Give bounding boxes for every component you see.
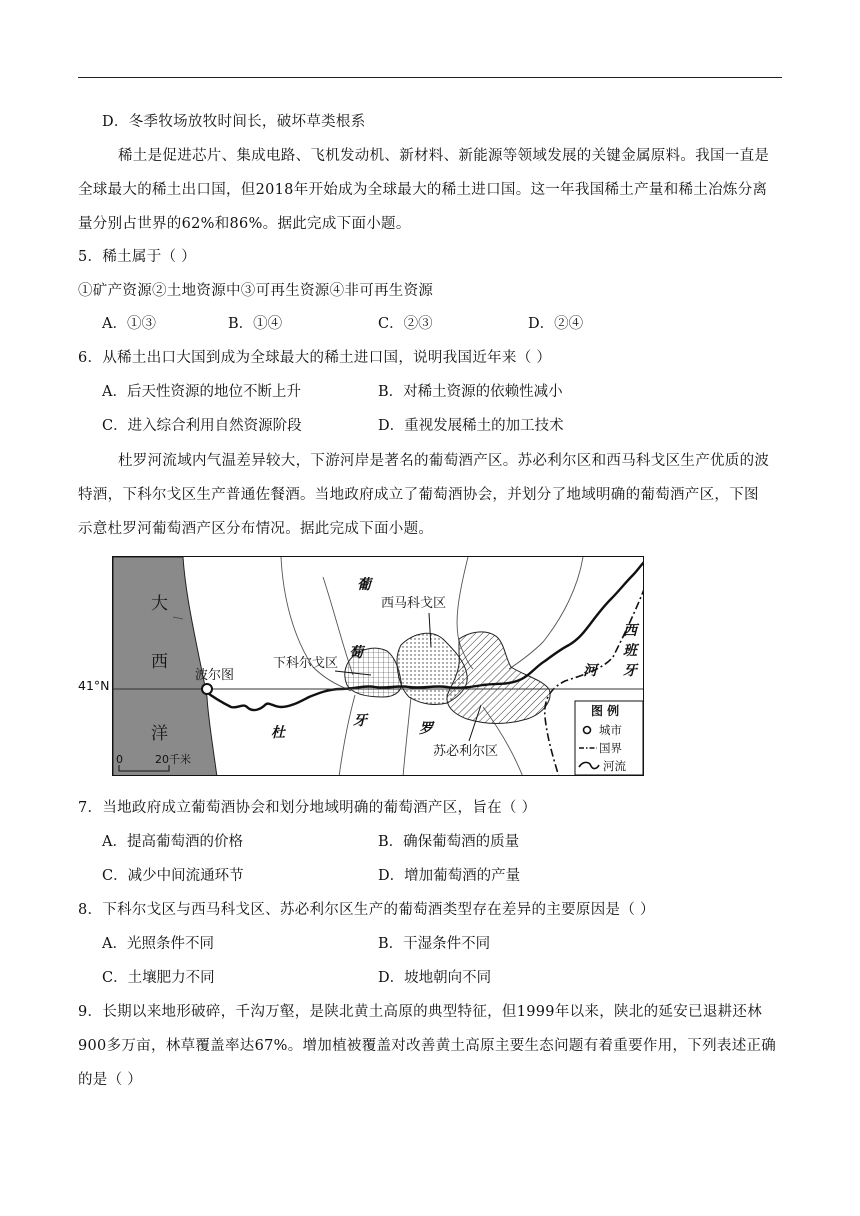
q6-option-c: C．进入综合利用自然资源阶段: [102, 418, 302, 434]
legend-river-label: 河流: [603, 759, 626, 773]
intro-rare-earth-line-1: 稀土是促进芯片、集成电路、飞机发动机、新材料、新能源等领域发展的关键金属原料。我国一直是: [118, 148, 770, 164]
river-char-2: 罗: [419, 721, 433, 737]
river-char-3: 河: [583, 663, 597, 679]
question-7: 7．当地政府成立葡萄酒协会和划分地域明确的葡萄酒产区，旨在（ ）: [78, 800, 537, 816]
q6-option-b: B．对稀土资源的依赖性减小: [378, 384, 563, 400]
q7-option-a: A．提高葡萄酒的价格: [102, 834, 243, 850]
ocean-char-3: 洋: [151, 724, 168, 744]
q7-option-c: C．减少中间流通环节: [102, 868, 244, 884]
q8-option-d: D．坡地朝向不同: [378, 970, 492, 986]
q5-option-b: B．①④: [228, 316, 283, 332]
spain-char-3: 牙: [623, 663, 637, 679]
city-label: 波尔图: [195, 668, 235, 683]
legend-city-label: 城市: [599, 723, 622, 737]
q6-option-a: A．后天性资源的地位不断上升: [102, 384, 301, 400]
q8-option-b: B．干湿条件不同: [378, 936, 491, 952]
question-9-line-2: 900多万亩，林草覆盖率达67%。增加植被覆盖对改善黄土高原主要生态问题有着重要作用，下列表述正确: [78, 1038, 777, 1054]
scale-value: 20千米: [155, 753, 191, 766]
ocean-char-1: 大: [151, 594, 168, 614]
lower-corgo-label: 下科尔戈区: [273, 656, 339, 671]
latitude-label: 41°N: [78, 678, 110, 693]
prev-question-option-d: D．冬季牧场放牧时间长，破坏草类根系: [102, 114, 366, 130]
porto-city-marker: [202, 684, 212, 694]
intro-rare-earth-line-2: 全球最大的稀土出口国，但2018年开始成为全球最大的稀土进口国。这一年我国稀土产量和稀土冶炼分离: [78, 182, 768, 198]
intro-douro-line-3: 示意杜罗河葡萄酒产区分布情况。据此完成下面小题。: [78, 521, 434, 537]
intro-douro-line-2: 特酒，下科尔戈区生产普通佐餐酒。当地政府成立了葡萄酒协会，并划分了地域明确的葡萄酒产区，下图: [78, 487, 759, 503]
ocean-char-2: 西: [151, 652, 168, 672]
intro-rare-earth-line-3: 量分别占世界的62%和86%。据此完成下面小题。: [78, 216, 411, 232]
scale-zero: 0: [116, 753, 123, 766]
question-6: 6．从稀土出口大国到成为全球最大的稀土进口国，说明我国近年来（ ）: [78, 350, 552, 366]
question-9-line-1: 9．长期以来地形破碎，千沟万壑，是陕北黄土高原的典型特征，但1999年以来，陕北的延安已退耕还林: [78, 1004, 763, 1020]
header-rule: [78, 77, 782, 78]
douro-wine-region-map: [112, 556, 644, 776]
spain-char-1: 西: [623, 623, 637, 639]
intro-douro-line-1: 杜罗河流域内气温差异较大，下游河岸是著名的葡萄酒产区。苏必利尔区和西马科戈区生产优质的波: [118, 453, 770, 469]
legend-title: 图 例: [591, 704, 620, 718]
question-9-line-3: 的是（ ）: [78, 1072, 143, 1088]
question-5-stem: ①矿产资源②土地资源中③可再生资源④非可再生资源: [78, 283, 434, 299]
q6-option-d: D．重视发展稀土的加工技术: [378, 418, 564, 434]
country-char-2: 萄: [349, 645, 363, 661]
country-char-3: 牙: [353, 713, 367, 729]
question-8: 8．下科尔戈区与西马科戈区、苏必利尔区生产的葡萄酒类型存在差异的主要原因是（ ）: [78, 902, 655, 918]
superior-label: 苏必利尔区: [433, 744, 499, 759]
map-legend: [575, 701, 643, 775]
country-char-1: 葡: [357, 577, 371, 593]
question-5: 5．稀土属于（ ）: [78, 249, 197, 265]
q5-option-d: D．②④: [528, 316, 584, 332]
q5-option-a: A．①③: [102, 316, 156, 332]
west-marco-label: 西马科戈区: [381, 596, 447, 611]
river-char-1: 杜: [271, 725, 285, 741]
legend-city-icon: [584, 727, 591, 734]
q7-option-b: B．确保葡萄酒的质量: [378, 834, 520, 850]
legend-border-label: 国界: [599, 741, 622, 755]
spain-char-2: 班: [623, 643, 637, 659]
q7-option-d: D．增加葡萄酒的产量: [378, 868, 521, 884]
q8-option-a: A．光照条件不同: [102, 936, 214, 952]
superior-region: [447, 632, 550, 724]
q5-option-c: C．②③: [378, 316, 433, 332]
q8-option-c: C．土壤肥力不同: [102, 970, 215, 986]
